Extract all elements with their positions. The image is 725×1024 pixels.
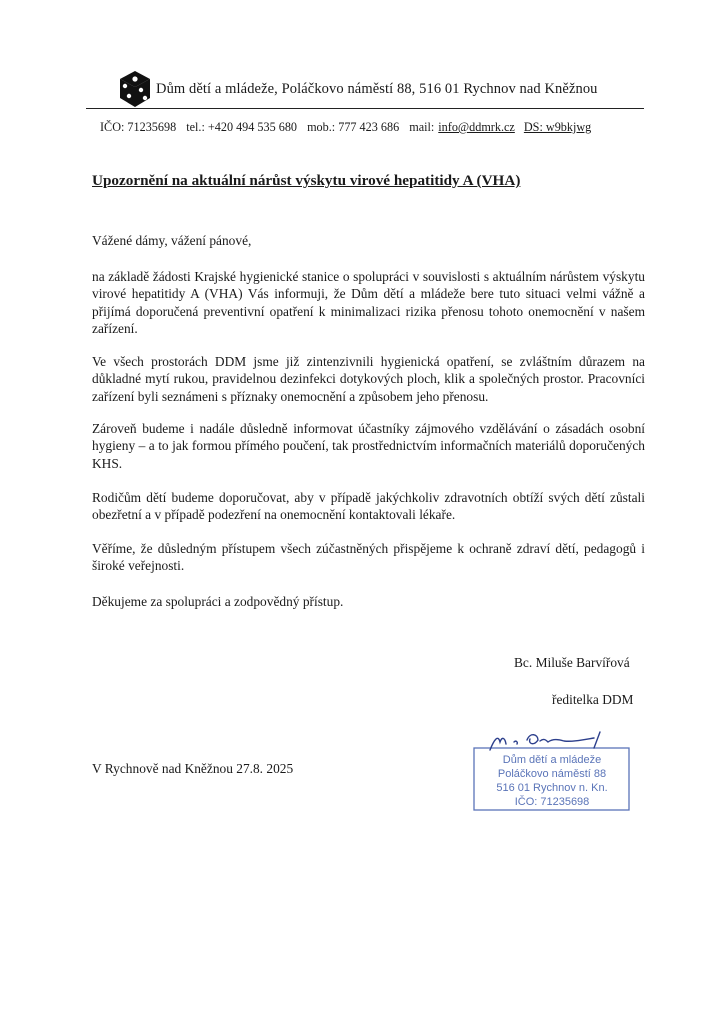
closing-thanks: Děkujeme za spolupráci a zodpovědný přístup.	[92, 594, 344, 609]
handwritten-signature	[490, 732, 600, 750]
paragraph-1: na základě žádosti Krajské hygienické stanice o spolupráci v souvislosti s aktuálním nárůstem výskytu virové hepatitidy A (VHA) Vás informuji, že Dům dětí a mládeže bere tuto situaci velmi vážně a přijímá doporučená preventivní opatření k minimalizaci rizika přenosu tohoto onemocnění v našem zařízení.	[92, 269, 645, 336]
email-link[interactable]: info@ddmrk.cz	[438, 120, 515, 134]
letterhead	[118, 70, 598, 108]
organization-address: Dům dětí a mládeže, Poláčkovo náměstí 88, 516 01 Rychnov nad Kněžnou	[156, 80, 598, 97]
mail-label: mail:	[409, 120, 435, 134]
greeting: Vážené dámy, vážení pánové,	[92, 233, 252, 248]
telephone: tel.: +420 494 535 680	[186, 120, 298, 134]
ddm-dice-logo-icon	[118, 70, 152, 108]
paragraph-3: Zároveň budeme i nadále důsledně informovat účastníky zájmového vzdělávání o zásadách osobní hygieny – a to jak formou přímého poučení, tak prostřednictvím informačních materiálů doporučených KHS.	[92, 421, 645, 471]
signatory-role: ředitelka DDM	[552, 692, 634, 707]
stamp-line-1: Dům dětí a mládeže	[502, 754, 602, 766]
paragraph-4: Rodičům dětí budeme doporučovat, aby v případě jakýchkoliv zdravotních obtíží svých dětí zůstali obezřetní a v případě podezření na onemocnění kontaktovali lékaře.	[92, 490, 645, 523]
paragraph-5: Věříme, že důsledným přístupem všech zúčastněných přispějeme k ochraně zdraví dětí, pedagogů i široké veřejnosti.	[92, 541, 645, 574]
paragraph-2: Ve všech prostorách DDM jsme již zintenzivnili hygienická opatření, se zvláštním důrazem na důkladné mytí rukou, pravidelnou dezinfekci dotykových ploch, klik a společných prostor. Pracovníci zařízení byli seznámeni s příznaky onemocnění a způsobem jeho přenosu.	[92, 354, 645, 404]
stamp-line-2: Poláčkovo náměstí 88	[497, 768, 607, 780]
signatory-name: Bc. Miluše Barvířová	[514, 655, 630, 670]
ico-number: IČO: 71235698	[100, 120, 177, 134]
official-stamp	[472, 730, 632, 812]
place-and-date: V Rychnově nad Kněžnou 27.8. 2025	[92, 761, 294, 776]
stamp-line-4: IČO: 71235698	[514, 796, 590, 808]
contact-line	[100, 120, 591, 135]
stamp-line-3: 516 01 Rychnov n. Kn.	[496, 782, 608, 794]
data-box-id: DS: w9bkjwg	[523, 120, 592, 134]
document-title: Upozornění na aktuální nárůst výskytu virové hepatitidy A (VHA)	[92, 172, 521, 189]
mobile: mob.: 777 423 686	[307, 120, 400, 134]
header-divider	[86, 108, 644, 109]
